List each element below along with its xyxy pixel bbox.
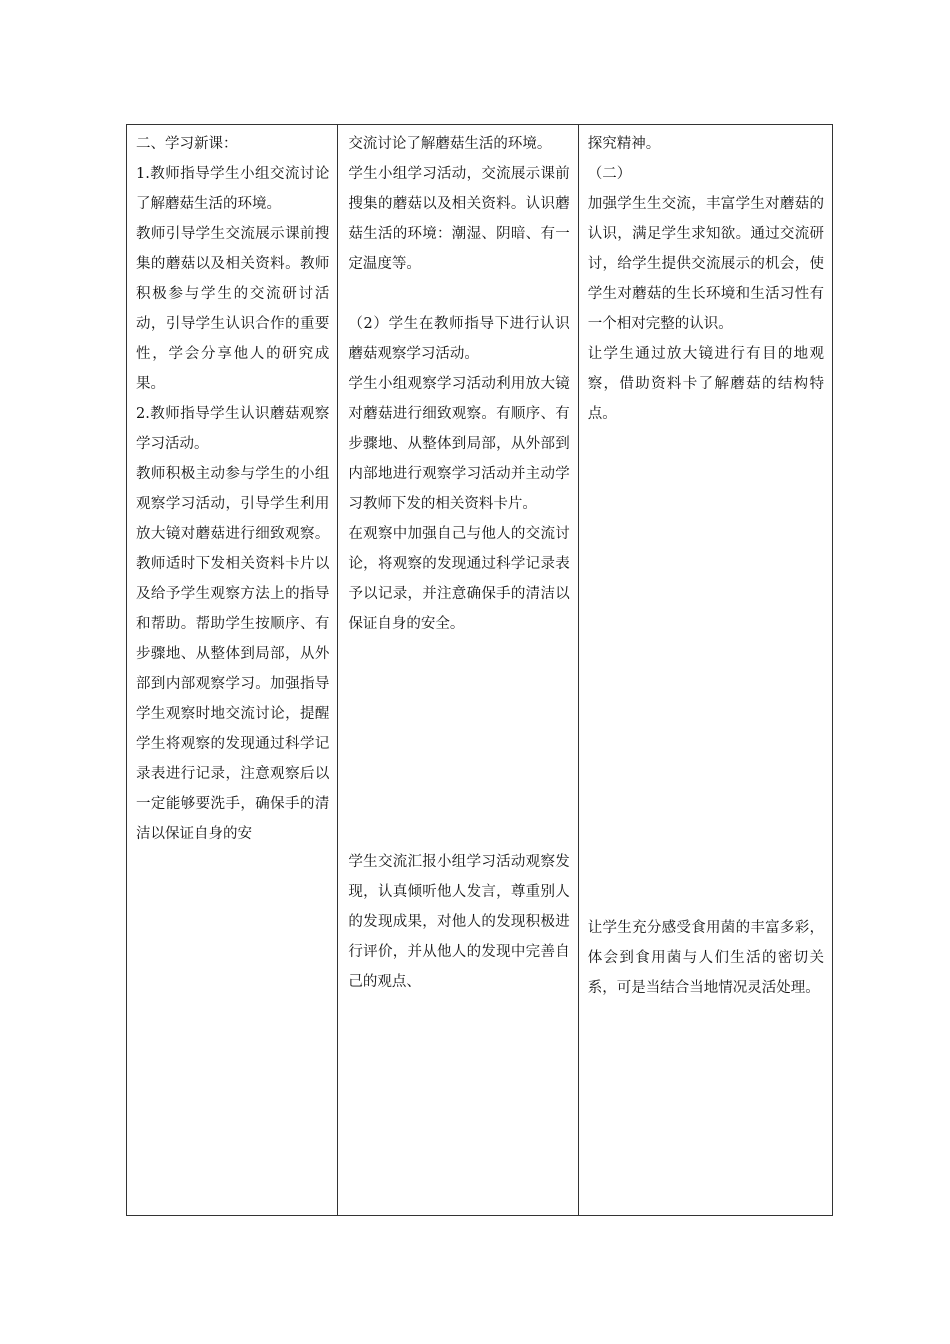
intent-1: 加强学生生交流，丰富学生对蘑菇的认识，满足学生求知欲。通过交流研讨，给学生提供交流展示的机会，使学生对蘑菇的生长环境和生活习性有一个相对完整的认识。: [587, 196, 824, 332]
spacer: [348, 639, 569, 847]
teacher-step-2-detail: 教师积极主动参与学生的小组观察学习活动，引导学生利用放大镜对蘑菇进行细致观察。教师适时下发相关资料卡片以及给予学生观察方法上的指导和帮助。帮助学生按顺序、有步骤地、从整体到局部，从外部到内部观察学习。加强指导学生观察时地交流讨论，提醒学生将观察的发现通过科学记录表进行记录，注意观察后以一定能够要洗手，确保手的清洁以保证自身的安: [136, 466, 330, 842]
student-activity-column: [338, 125, 578, 1215]
intent-section-label: （二）: [587, 166, 632, 182]
student-step-1: 交流讨论了解蘑菇生活的环境。: [348, 136, 552, 152]
design-intent-column: [579, 125, 832, 1215]
student-step-2-detail: 学生小组观察学习活动利用放大镜对蘑菇进行细致观察。有顺序、有步骤地、从整体到局部，从外部到内部地进行观察学习活动并主动学习教师下发的相关资料卡片。: [348, 376, 570, 512]
student-step-1-detail: 学生小组学习活动，交流展示课前搜集的蘑菇以及相关资料。认识蘑菇生活的环境：潮湿、阴暗、有一定温度等。: [348, 166, 570, 272]
teacher-activity-column: [127, 125, 338, 1215]
intent-3: 让学生充分感受食用菌的丰富多彩，体会到食用菌与人们生活的密切关系，可是当结合当地情况灵活处理。: [587, 920, 824, 996]
lesson-plan-table: [126, 124, 833, 1216]
teacher-step-1: 1.教师指导学生小组交流讨论了解蘑菇生活的环境。: [136, 166, 330, 212]
student-step-2-discussion: 在观察中加强自己与他人的交流讨论，将观察的发现通过科学记录表予以记录，并注意确保手的清洁以保证自身的安全。: [348, 526, 570, 632]
spacer: [588, 429, 824, 913]
teacher-step-2: 2.教师指导学生认识蘑菇观察学习活动。: [136, 406, 330, 452]
student-step-3: 学生交流汇报小组学习活动观察发现，认真倾听他人发言，尊重别人的发现成果，对他人的发现积极进行评价，并从他人的发现中完善自己的观点、: [348, 854, 570, 990]
intent-2: 让学生通过放大镜进行有目的地观察，借助资料卡了解蘑菇的结构特点。: [587, 346, 824, 422]
student-step-2: （2）学生在教师指导下进行认识蘑菇观察学习活动。: [348, 316, 570, 362]
teacher-step-1-detail: 教师引导学生交流展示课前搜集的蘑菇以及相关资料。教师积极参与学生的交流研讨活动，引导学生认识合作的重要性，学会分享他人的研究成果。: [136, 226, 330, 392]
section-heading: 二、学习新课：: [136, 136, 238, 152]
intent-continued: 探究精神。: [587, 136, 661, 152]
spacer: [348, 279, 569, 309]
